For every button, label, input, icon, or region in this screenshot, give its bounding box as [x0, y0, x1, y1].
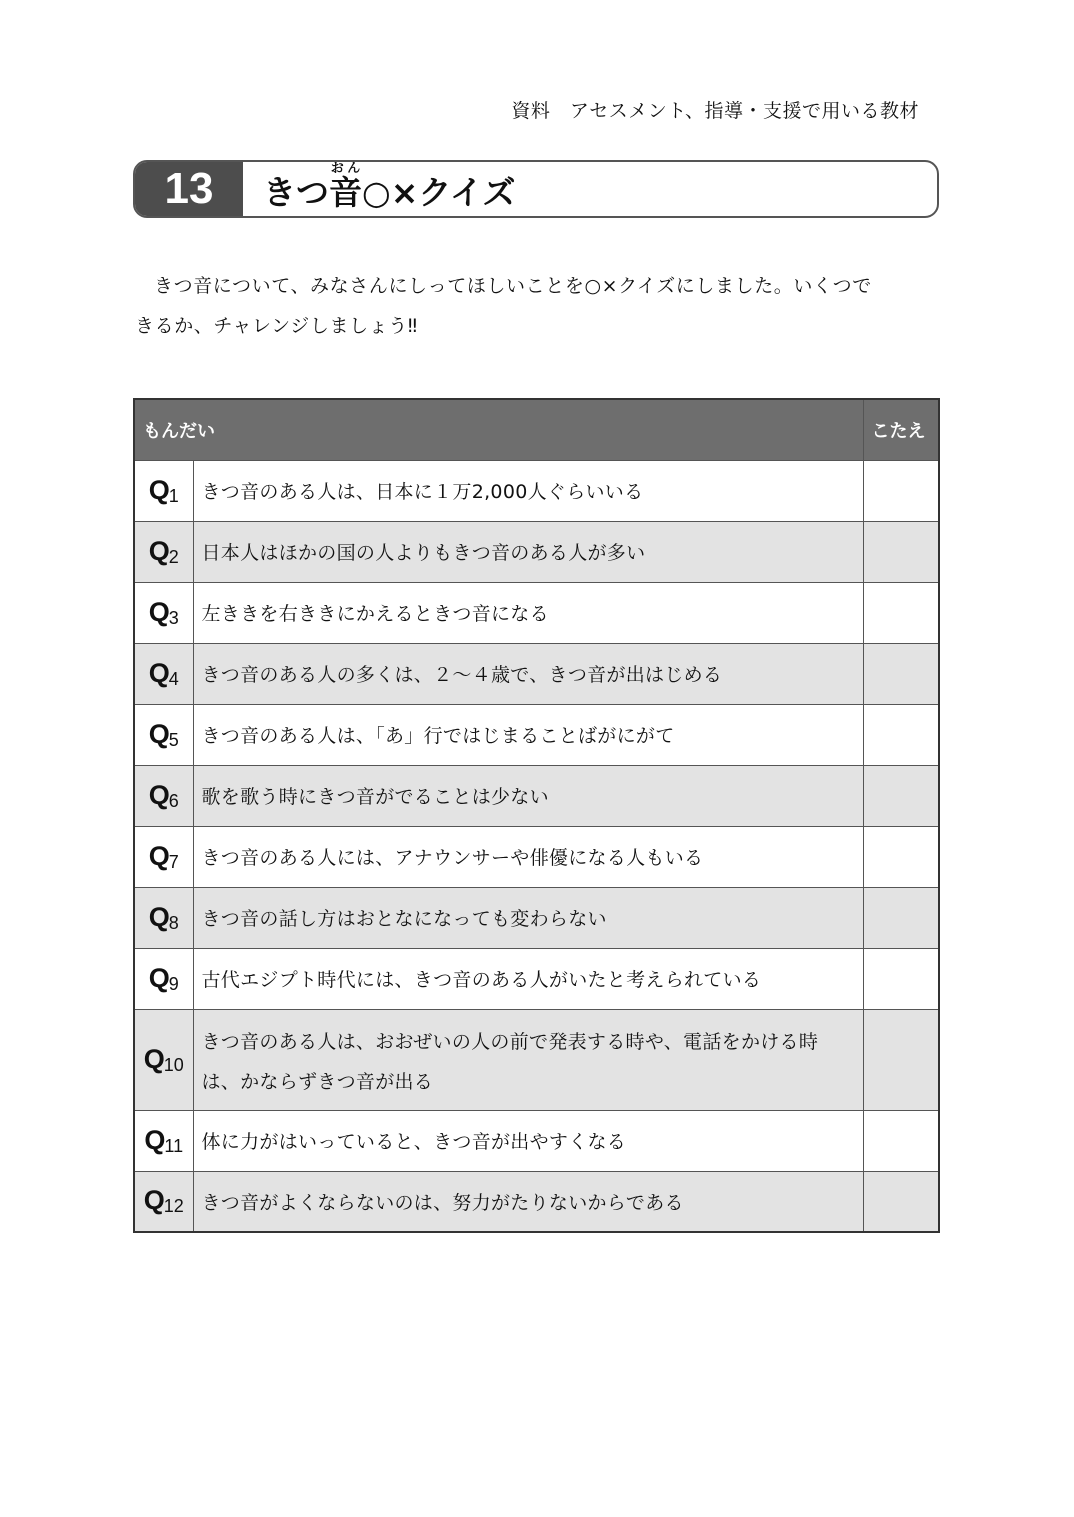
table-row	[134, 826, 939, 887]
q-index: 1	[168, 485, 179, 506]
q-index: 7	[168, 851, 179, 872]
question-number	[134, 1110, 193, 1171]
q-index: 9	[168, 973, 179, 994]
question-text: きつ音のある人は、「あ」行ではじまることばがにがて	[193, 704, 863, 765]
table-row	[134, 1009, 939, 1110]
answer-cell[interactable]	[863, 460, 939, 521]
question-number	[134, 1009, 193, 1110]
answer-cell[interactable]	[863, 1171, 939, 1232]
table-row	[134, 460, 939, 521]
q-letter: Q	[148, 718, 169, 749]
q-index: 2	[168, 546, 179, 567]
question-number	[134, 948, 193, 1009]
title-ruby	[329, 161, 362, 214]
question-text: 歌を歌う時にきつ音がでることは少ない	[193, 765, 863, 826]
answer-cell[interactable]	[863, 1009, 939, 1110]
intro-line-1: きつ音について、みなさんにしってほしいことを○×クイズにしました。いくつで	[154, 275, 872, 297]
q-letter: Q	[148, 779, 169, 810]
table-row	[134, 765, 939, 826]
q-letter: Q	[148, 657, 169, 688]
question-text: 日本人はほかの国の人よりもきつ音のある人が多い	[193, 521, 863, 582]
quiz-body	[134, 460, 939, 1232]
title-pre: きつ	[263, 173, 329, 212]
answer-cell[interactable]	[863, 704, 939, 765]
question-text: きつ音の話し方はおとなになっても変わらない	[193, 887, 863, 948]
page-title	[243, 162, 515, 216]
header-question: もんだい	[134, 399, 863, 460]
quiz-table	[133, 398, 940, 1233]
question-number	[134, 887, 193, 948]
question-number	[134, 704, 193, 765]
q-letter: Q	[148, 474, 169, 505]
question-number	[134, 826, 193, 887]
q-letter: Q	[148, 535, 169, 566]
question-text: きつ音のある人は、おおぜいの人の前で発表する時や、電話をかける時は、かならずきつ音が出る	[193, 1009, 863, 1110]
table-header-row	[134, 399, 939, 460]
table-row	[134, 948, 939, 1009]
q-letter: Q	[148, 596, 169, 627]
q-index: 8	[168, 912, 179, 933]
q-letter: Q	[143, 1185, 164, 1216]
table-row	[134, 643, 939, 704]
section-number: 13	[135, 162, 243, 216]
header-answer: こたえ	[863, 399, 939, 460]
question-text: 体に力がはいっていると、きつ音が出やすくなる	[193, 1110, 863, 1171]
answer-cell[interactable]	[863, 826, 939, 887]
answer-cell[interactable]	[863, 887, 939, 948]
question-text: きつ音がよくならないのは、努力がたりないからである	[193, 1171, 863, 1232]
question-text: 古代エジプト時代には、きつ音のある人がいたと考えられている	[193, 948, 863, 1009]
table-row	[134, 1110, 939, 1171]
answer-cell[interactable]	[863, 1110, 939, 1171]
intro-line-2: きるか、チャレンジしましょう‼	[135, 315, 418, 337]
question-number	[134, 521, 193, 582]
q-letter: Q	[148, 962, 169, 993]
question-number	[134, 460, 193, 521]
q-index: 10	[163, 1054, 184, 1075]
q-letter: Q	[143, 1043, 164, 1074]
q-index: 6	[168, 790, 179, 811]
question-number	[134, 765, 193, 826]
answer-cell[interactable]	[863, 643, 939, 704]
question-number	[134, 643, 193, 704]
q-letter: Q	[148, 901, 169, 932]
q-index: 11	[164, 1135, 184, 1156]
q-index: 12	[163, 1196, 184, 1217]
table-row	[134, 582, 939, 643]
question-text: きつ音のある人の多くは、２～４歳で、きつ音が出はじめる	[193, 643, 863, 704]
table-row	[134, 887, 939, 948]
table-row	[134, 521, 939, 582]
q-letter: Q	[148, 840, 169, 871]
q-index: 4	[168, 668, 179, 689]
table-row	[134, 704, 939, 765]
answer-cell[interactable]	[863, 521, 939, 582]
question-text: きつ音のある人は、日本に１万2,000人ぐらいいる	[193, 460, 863, 521]
question-text: 左ききを右ききにかえるときつ音になる	[193, 582, 863, 643]
title-box	[133, 160, 939, 218]
answer-cell[interactable]	[863, 765, 939, 826]
title-ruby-base: 音	[329, 173, 362, 212]
header-note: 資料 アセスメント、指導・支援で用いる教材	[511, 100, 919, 122]
table-row	[134, 1171, 939, 1232]
q-index: 5	[168, 729, 179, 750]
answer-cell[interactable]	[863, 948, 939, 1009]
title-ruby-reading: おん	[329, 161, 362, 176]
question-number	[134, 582, 193, 643]
answer-cell[interactable]	[863, 582, 939, 643]
question-text: きつ音のある人には、アナウンサーや俳優になる人もいる	[193, 826, 863, 887]
question-number	[134, 1171, 193, 1232]
q-index: 3	[168, 607, 179, 628]
title-post: ○×クイズ	[362, 173, 516, 212]
q-letter: Q	[144, 1124, 165, 1155]
intro-text	[135, 266, 941, 346]
